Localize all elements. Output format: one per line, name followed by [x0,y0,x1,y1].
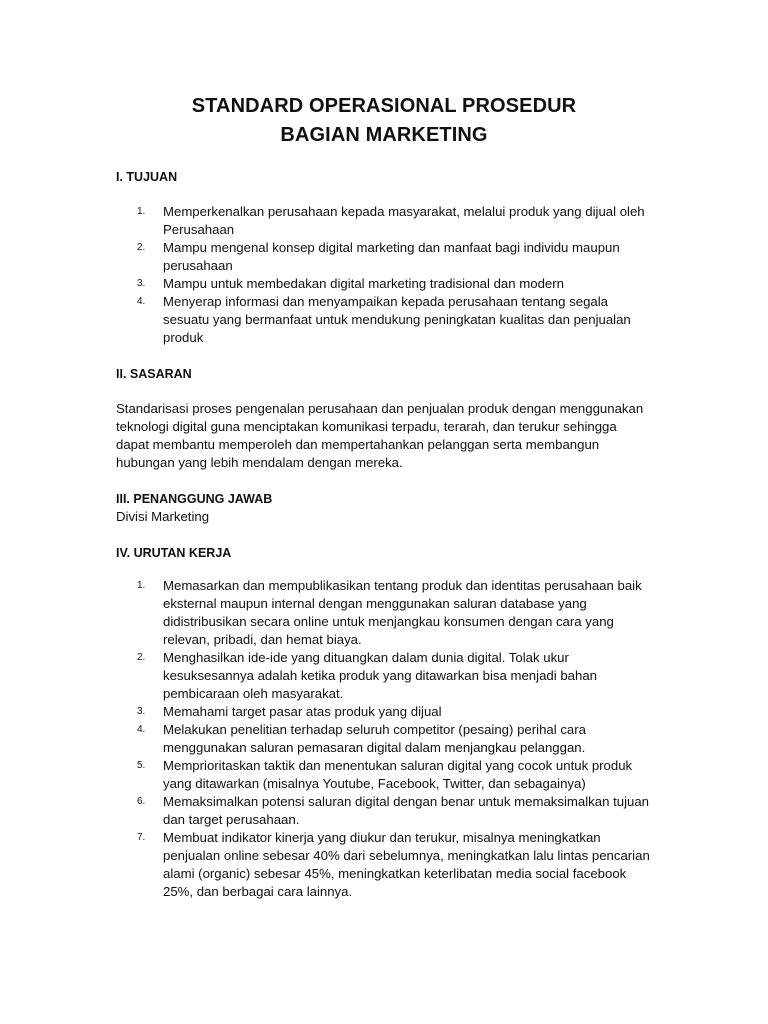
list-number: 1. [137,206,146,217]
section-sasaran [116,365,652,472]
list-number: 1. [137,580,146,591]
list-item-text: Membuat indikator kinerja yang diukur dan terukur, misalnya meningkatkan penjualan online sebesar 40% dari sebelumnya, meningkatkan lalu lintas pencarian alami (organic) sebesar 45%, meningkatkan keterlibatan media social facebook 25%, dan berbagai cara lainnya. [163,830,650,899]
list-item-text: Menyerap informasi dan menyampaikan kepada perusahaan tentang segala sesuatu yang bermanfaat untuk mendukung peningkatan kualitas dan penjualan produk [163,294,631,345]
list-item [116,703,652,721]
list-number: 6. [137,796,146,807]
list-item [116,293,652,347]
section-tujuan [116,168,652,347]
list-number: 7. [137,832,146,843]
list-item [116,721,652,757]
list-item-text: Memprioritaskan taktik dan menentukan saluran digital yang cocok untuk produk yang ditawarkan (misalnya Youtube, Facebook, Twitter, dan sebagainya) [163,758,633,791]
list-number: 4. [137,296,146,307]
list-number: 3. [137,706,146,717]
list-item [116,203,652,239]
list-item [116,275,652,293]
list-item [116,649,652,703]
list-item-text: Menghasilkan ide-ide yang dituangkan dalam dunia digital. Tolak ukur kesuksesannya adalah ketika produk yang ditawarkan bisa menjadi bahan pembicaraan oleh masyarakat. [163,650,598,701]
list-item-text: Mampu untuk membedakan digital marketing tradisional dan modern [163,276,564,291]
section-heading-tujuan: I. TUJUAN [116,170,178,184]
list-number: 4. [137,724,146,735]
list-number: 2. [137,652,146,663]
title-line-2: BAGIAN MARKETING [280,124,488,146]
list-number: 2. [137,242,146,253]
title-line-1: STANDARD OPERASIONAL PROSEDUR [191,95,577,117]
sasaran-paragraph: Standarisasi proses pengenalan perusahaan dan penjualan produk dengan menggunakan teknologi digital guna menciptakan komunikasi terpadu, terarah, dan terukur sehingga dapat membantu memperoleh dan mempertahankan pelanggan serta membangun hubungan yang lebih mendalam dengan mereka. [116,401,644,470]
document-title [116,92,652,150]
list-item [116,239,652,275]
list-item [116,793,652,829]
section-urutan-kerja [116,544,652,901]
list-item-text: Memahami target pasar atas produk yang dijual [163,704,442,719]
list-number: 5. [137,760,146,771]
list-number: 3. [137,278,146,289]
penanggung-jawab-text: Divisi Marketing [116,509,210,524]
urutan-kerja-list [116,577,652,901]
section-heading-penanggung-jawab: III. PENANGGUNG JAWAB [116,492,273,506]
section-heading-sasaran: II. SASARAN [116,367,192,381]
list-item-text: Memasarkan dan mempublikasikan tentang produk dan identitas perusahaan baik eksternal maupun internal dengan menggunakan saluran database yang didistribusikan secara online untuk menjangkau konsumen dengan cara yang relevan, pribadi, dan hemat biaya. [163,578,642,647]
list-item-text: Melakukan penelitian terhadap seluruh competitor (pesaing) perihal cara menggunakan saluran pemasaran digital dalam menjangkau pelanggan. [163,722,586,755]
tujuan-list [116,203,652,347]
section-penanggung-jawab [116,490,652,526]
list-item [116,757,652,793]
list-item [116,829,652,901]
list-item-text: Mampu mengenal konsep digital marketing dan manfaat bagi individu maupun perusahaan [163,240,620,273]
list-item [116,577,652,649]
section-heading-urutan-kerja: IV. URUTAN KERJA [116,546,232,560]
list-item-text: Memperkenalkan perusahaan kepada masyarakat, melalui produk yang dijual oleh Perusahaan [163,204,645,237]
list-item-text: Memaksimalkan potensi saluran digital dengan benar untuk memaksimalkan tujuan dan target perusahaan. [163,794,650,827]
